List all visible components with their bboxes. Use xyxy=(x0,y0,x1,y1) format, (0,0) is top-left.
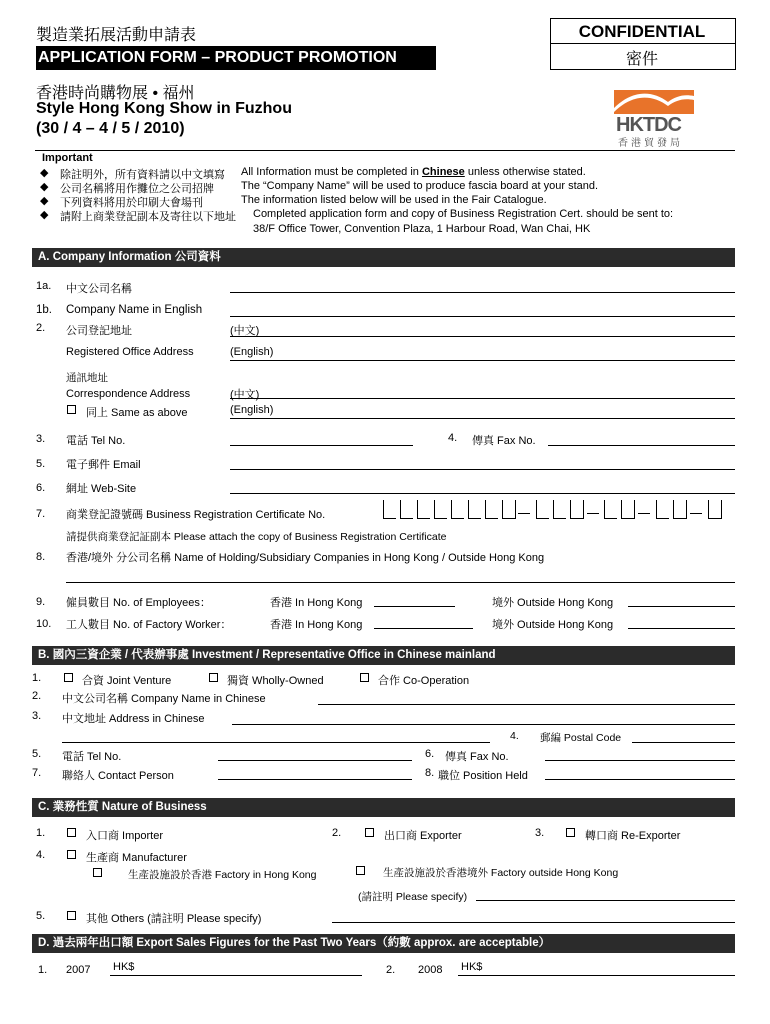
notice-4-chinese: 請附上商業登記副本及寄往以下地址 xyxy=(60,211,236,223)
mainland-address-label: 中文地址 Address in Chinese xyxy=(62,713,205,725)
notice-1-chinese: 除註明外，所有資料請以中文填寫 xyxy=(60,169,225,181)
field-number: 3. xyxy=(32,710,42,722)
workers-hk-label: 香港 In Hong Kong xyxy=(270,619,363,631)
mainland-tel-label: 電話 Tel No. xyxy=(62,751,122,763)
confidential-divider xyxy=(550,43,736,44)
show-name-chinese: 香港時尚購物展 • 福州 xyxy=(36,85,195,102)
english-tag: (English) xyxy=(230,404,274,416)
registered-address-english-label: Registered Office Address xyxy=(66,346,194,358)
field-number: 6. xyxy=(36,482,46,494)
export-2007-field[interactable] xyxy=(110,975,362,976)
exporter-label: 出口商 Exporter xyxy=(384,830,462,842)
confidential-label-chinese: 密件 xyxy=(625,51,658,68)
importer-label: 入口商 Importer xyxy=(86,830,164,842)
field-number: 2. xyxy=(32,690,42,702)
co-operation-label: 合作 Co-Operation xyxy=(378,675,470,687)
factory-hk-label: 生產設施設於香港 Factory in Hong Kong xyxy=(128,869,317,881)
company-name-chinese-field[interactable] xyxy=(230,292,735,293)
diamond-bullet-icon: ◆ xyxy=(40,181,49,193)
field-number: 2. xyxy=(386,964,396,976)
joint-venture-label: 合資 Joint Venture xyxy=(82,675,172,687)
correspondence-address-chinese-field[interactable] xyxy=(230,398,735,399)
currency-label: HK$ xyxy=(461,961,483,973)
field-number: 1a. xyxy=(36,280,52,292)
field-number: 1. xyxy=(32,672,42,684)
form-title-chinese: 製造業拓展活動申請表 xyxy=(36,27,197,44)
form-title-english: APPLICATION FORM – PRODUCT PROMOTION xyxy=(36,46,436,70)
employees-hk-field[interactable] xyxy=(374,606,455,607)
exporter-checkbox[interactable] xyxy=(365,828,374,837)
confidential-label: CONFIDENTIAL xyxy=(578,22,706,41)
mainland-fax-field[interactable] xyxy=(545,760,735,761)
section-c-header: C. 業務性質 Nature of Business xyxy=(32,798,735,817)
email-field[interactable] xyxy=(230,469,735,470)
field-number: 7. xyxy=(36,508,46,520)
year-2008-label: 2008 xyxy=(418,964,443,976)
english-tag: (English) xyxy=(230,346,274,358)
employees-hk-label: 香港 In Hong Kong xyxy=(270,597,363,609)
contact-person-field[interactable] xyxy=(218,779,412,780)
workers-outside-label: 境外 Outside Hong Kong xyxy=(492,619,614,631)
notice-3-chinese: 下列資料將用於印刷大會場刊 xyxy=(60,197,203,209)
workers-outside-field[interactable] xyxy=(628,628,735,629)
notice-4-english: Completed application form and copy of Business Registration Cert. should be sent to: xyxy=(253,208,674,220)
field-number: 9. xyxy=(36,596,46,608)
email-label: 電子郵件 Email xyxy=(66,459,141,471)
registered-address-chinese-label: 公司登記地址 xyxy=(66,325,132,337)
hktdc-logo-chinese: 香港貿發局 xyxy=(618,138,683,149)
factory-workers-label: 工人數目 No. of Factory Worker： xyxy=(66,619,232,631)
company-name-english-label: Company Name in English xyxy=(66,304,203,316)
tel-label: 電話 Tel No. xyxy=(66,435,126,447)
postal-code-label: 郵編 Postal Code xyxy=(540,732,622,744)
mailing-address: 38/F Office Tower, Convention Plaza, 1 Harbour Road, Wan Chai, HK xyxy=(253,223,591,235)
others-checkbox[interactable] xyxy=(67,911,76,920)
diamond-bullet-icon: ◆ xyxy=(40,167,49,179)
employees-outside-field[interactable] xyxy=(628,606,735,607)
others-label: 其他 Others (請註明 Please specify) xyxy=(86,913,262,925)
important-title: Important xyxy=(42,152,93,164)
field-number: 1b. xyxy=(36,304,52,316)
section-a-header: A. Company Information 公司資料 xyxy=(32,248,735,267)
field-number: 10. xyxy=(36,618,52,630)
field-number: 6. xyxy=(425,748,435,760)
re-exporter-checkbox[interactable] xyxy=(566,828,575,837)
show-name-english: Style Hong Kong Show in Fuzhou xyxy=(36,100,292,117)
company-name-chinese-label: 中文公司名稱 xyxy=(66,283,132,295)
field-number: 2. xyxy=(36,322,46,334)
postal-code-field[interactable] xyxy=(632,742,735,743)
fax-label: 傳真 Fax No. xyxy=(472,435,536,447)
chinese-tag: (中文) xyxy=(230,389,260,401)
correspondence-address-english-field[interactable] xyxy=(230,418,735,419)
hktdc-logo-text: HKTDC xyxy=(616,114,681,136)
field-number: 3. xyxy=(36,433,46,445)
field-number: 7. xyxy=(32,767,42,779)
website-field[interactable] xyxy=(230,493,735,494)
field-number: 5. xyxy=(36,458,46,470)
mainland-fax-label: 傳真 Fax No. xyxy=(445,751,509,763)
notice-1-english: All Information must be completed in Chinese unless otherwise stated. xyxy=(241,166,586,178)
fax-field[interactable] xyxy=(548,445,735,446)
diamond-bullet-icon: ◆ xyxy=(40,195,49,207)
field-number: 1. xyxy=(38,964,48,976)
correspondence-address-label: Correspondence Address xyxy=(66,388,191,400)
registered-address-english-field[interactable] xyxy=(230,360,735,361)
br-cert-label: 商業登記證號碼 Business Registration Certificate No. xyxy=(66,509,326,521)
mainland-company-name-label: 中文公司名稱 Company Name in Chinese xyxy=(62,693,266,705)
field-number: 5. xyxy=(36,910,46,922)
importer-checkbox[interactable] xyxy=(67,828,76,837)
chinese-tag: (中文) xyxy=(230,325,260,337)
hktdc-logo xyxy=(612,86,696,149)
export-2008-field[interactable] xyxy=(458,975,735,976)
notice-2-english: The “Company Name” will be used to produce fascia board at your stand. xyxy=(241,180,599,192)
mainland-address-field-line-1[interactable] xyxy=(232,724,735,725)
employees-label: 僱員數目 No. of Employees： xyxy=(66,597,211,609)
position-held-field[interactable] xyxy=(545,779,735,780)
same-as-above-checkbox[interactable] xyxy=(67,405,76,414)
subsidiary-companies-label: 香港/境外 分公司名稱 Name of Holding/Subsidiary Companies in Hong Kong / Outside Hong Kong xyxy=(66,552,545,564)
subsidiary-companies-field[interactable] xyxy=(66,582,735,583)
company-name-english-field[interactable] xyxy=(230,316,735,317)
currency-label: HK$ xyxy=(113,961,135,973)
notice-3-english: The information listed below will be used in the Fair Catalogue. xyxy=(241,194,547,206)
notice-2-chinese: 公司名稱將用作攤位之公司招牌 xyxy=(60,183,214,195)
section-d-header: D. 過去兩年出口額 Export Sales Figures for the Past Two Years（約數 approx. are acceptable） xyxy=(32,934,735,953)
contact-person-label: 聯絡人 Contact Person xyxy=(62,770,174,782)
same-as-above-label: 同上 Same as above xyxy=(86,407,188,419)
field-number: 1. xyxy=(36,827,46,839)
field-number: 2. xyxy=(332,827,342,839)
field-number: 5. xyxy=(32,748,42,760)
field-number: 3. xyxy=(535,827,545,839)
mainland-company-name-field[interactable] xyxy=(318,704,735,705)
diamond-bullet-icon: ◆ xyxy=(40,209,49,221)
mainland-tel-field[interactable] xyxy=(218,760,412,761)
field-number: 8. xyxy=(425,767,435,779)
tel-field[interactable] xyxy=(230,445,413,446)
registered-address-chinese-field[interactable] xyxy=(230,336,735,337)
hktdc-logo-mark-icon xyxy=(612,86,696,116)
field-number: 8. xyxy=(36,551,46,563)
correspondence-address-chinese-label: 通訊地址 xyxy=(66,372,108,384)
employees-outside-label: 境外 Outside Hong Kong xyxy=(492,597,614,609)
mainland-address-field-line-2[interactable] xyxy=(62,742,490,743)
field-number: 4. xyxy=(36,849,46,861)
re-exporter-label: 轉口商 Re-Exporter xyxy=(585,830,681,842)
year-2007-label: 2007 xyxy=(66,964,91,976)
factory-outside-checkbox[interactable] xyxy=(356,866,365,875)
field-number: 4. xyxy=(510,730,519,742)
manufacturer-checkbox[interactable] xyxy=(67,850,76,859)
co-operation-checkbox[interactable] xyxy=(360,673,369,682)
others-specify-field[interactable] xyxy=(332,922,735,923)
joint-venture-checkbox[interactable] xyxy=(64,673,73,682)
manufacturer-label: 生產商 Manufacturer xyxy=(86,852,187,864)
factory-specify-field[interactable] xyxy=(476,900,735,901)
section-b-header: B. 國內三資企業 / 代表辦事處 Investment / Representative Office in Chinese mainland xyxy=(32,646,735,665)
br-attach-note: 請提供商業登記証副本 Please attach the copy of Business Registration Certificate xyxy=(66,531,447,543)
factory-outside-label: 生產設施設於香港境外 Factory outside Hong Kong xyxy=(383,867,619,879)
field-number: 4. xyxy=(448,432,458,444)
factory-hk-checkbox[interactable] xyxy=(93,868,102,877)
workers-hk-field[interactable] xyxy=(374,628,473,629)
factory-specify-label: (請註明 Please specify) xyxy=(358,891,468,903)
wholly-owned-label: 獨資 Wholly-Owned xyxy=(227,675,324,687)
show-dates: (30 / 4 – 4 / 5 / 2010) xyxy=(36,120,185,137)
wholly-owned-checkbox[interactable] xyxy=(209,673,218,682)
position-held-label: 職位 Position Held xyxy=(438,770,528,782)
website-label: 網址 Web-Site xyxy=(66,483,137,495)
